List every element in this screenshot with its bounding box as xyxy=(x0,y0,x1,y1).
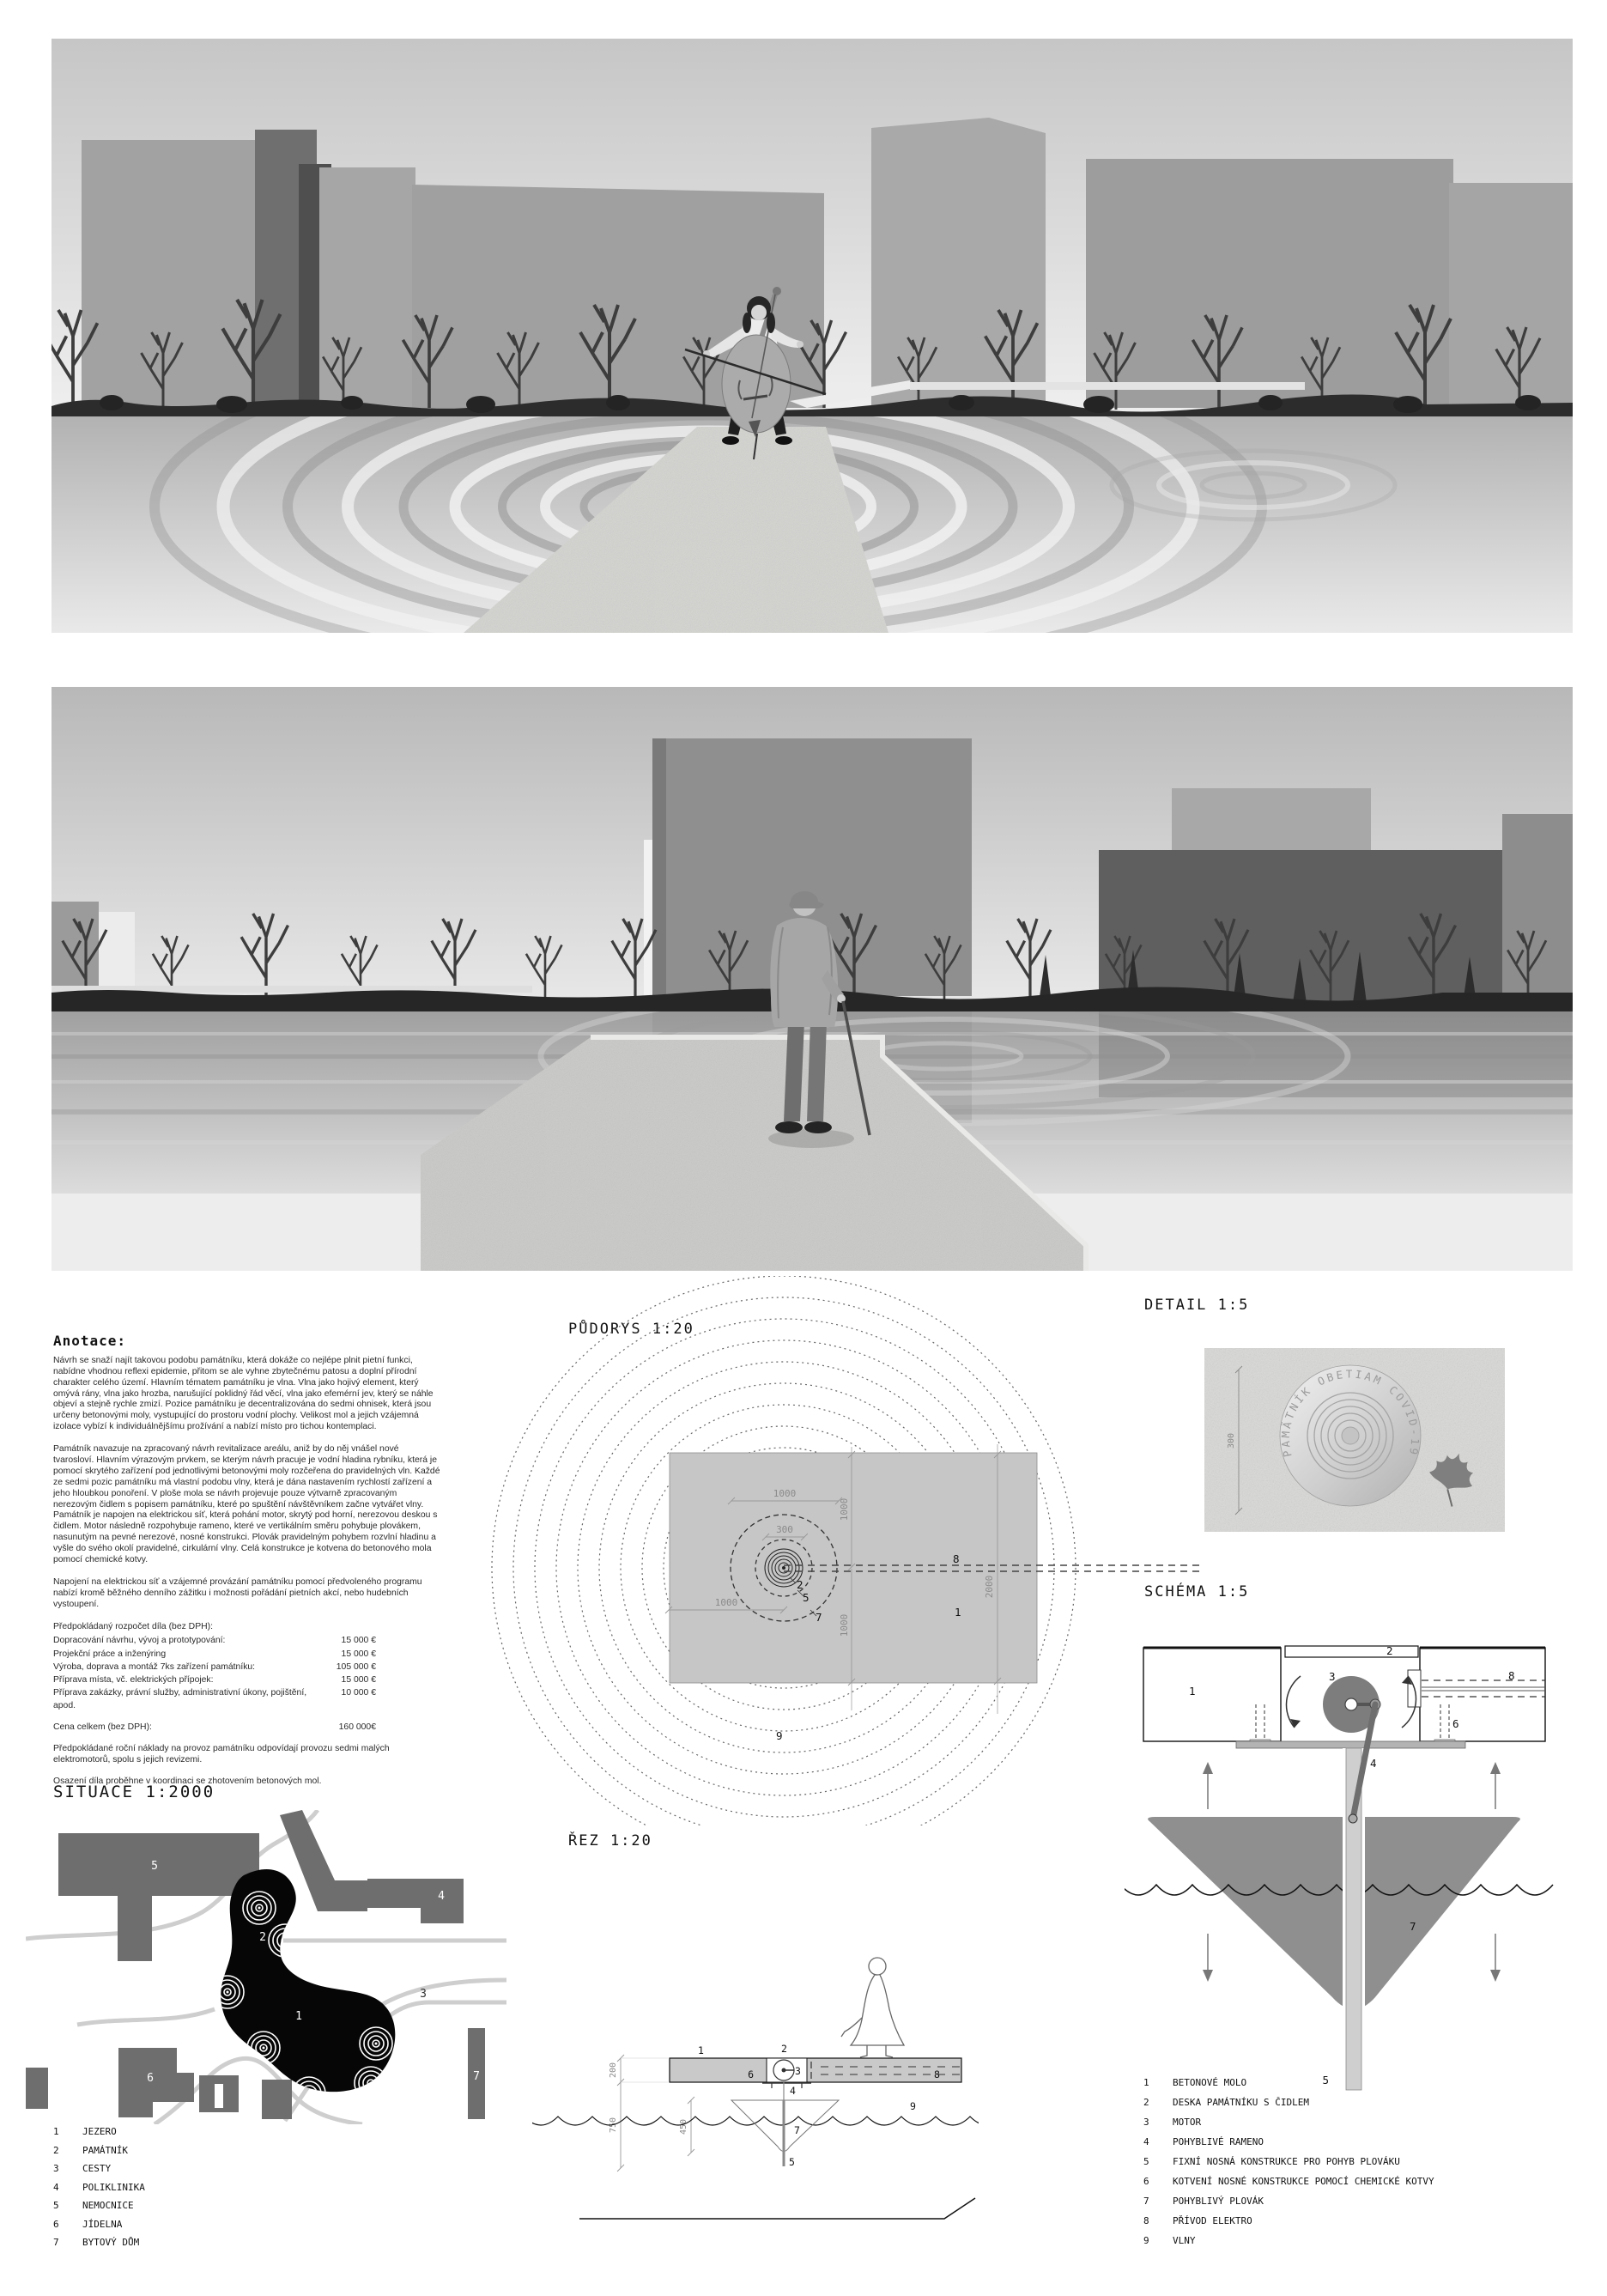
label-tyc: 5 xyxy=(1322,2074,1329,2086)
label-pamatnik: 2 xyxy=(259,1931,266,1944)
pier-plan xyxy=(670,1453,1037,1683)
plaque-arc-text: PAMÄTNÍK OBETIAM COVID-19 xyxy=(1278,1367,1422,1459)
dim-left: 1000 xyxy=(714,1597,738,1608)
legend-num: 2 xyxy=(53,2144,59,2156)
annotation-heading: Anotace: xyxy=(53,1333,127,1349)
legend-num: 9 xyxy=(1143,2235,1149,2246)
detail-dim-text: 300 xyxy=(1227,1432,1236,1449)
legend-label: JEZERO xyxy=(82,2126,117,2137)
situace-title: SITUACE 1:2000 xyxy=(53,1783,215,1801)
label-bytovy-dum: 7 xyxy=(473,2070,480,2083)
legend-row xyxy=(1143,2191,1434,2211)
budget-row xyxy=(53,1686,376,1712)
label-molo: 1 xyxy=(698,2044,704,2056)
plan-drawing xyxy=(481,1276,1210,1825)
budget-value: 15 000 € xyxy=(341,1674,376,1685)
legend-row xyxy=(1143,2132,1434,2152)
pier-left xyxy=(1143,1648,1281,1741)
face xyxy=(751,305,767,320)
legend-row xyxy=(1143,2171,1434,2191)
section-drawing xyxy=(532,1941,979,2284)
label-deska: 2 xyxy=(1386,1644,1393,1657)
budget-note: Předpokládané roční náklady na provoz památníku odpovídají provozu sedmi malých elektromotorů, spolu s jejich revizemi. xyxy=(53,1743,390,1765)
pier-right xyxy=(1420,1648,1545,1741)
budget-row xyxy=(53,1661,376,1673)
label-poliklinika: 4 xyxy=(438,1890,445,1903)
legend-row xyxy=(1143,2152,1434,2171)
dim-right-top: 1000 xyxy=(839,1497,850,1522)
legend-num: 6 xyxy=(53,2218,59,2230)
budget-total-row xyxy=(53,1721,376,1734)
steel-plaque xyxy=(1279,1365,1422,1506)
legend-label: PAMÁTNÍK xyxy=(82,2144,128,2156)
legend-row xyxy=(53,2178,145,2197)
budget-value: 15 000 € xyxy=(341,1636,376,1646)
legend-label: JÍDELNA xyxy=(82,2218,123,2230)
dim-750: 750 xyxy=(609,2117,618,2134)
legend-label: NEMOCNICE xyxy=(82,2200,134,2211)
label-kotva: 6 xyxy=(748,2068,754,2080)
visitor-outline xyxy=(841,1958,904,2057)
label-tyc: 5 xyxy=(789,2156,795,2168)
label-motor: 3 xyxy=(1329,1670,1336,1683)
situace-map xyxy=(26,1810,506,2124)
dim-depth: 2000 xyxy=(984,1575,995,1599)
label-plovak: 7 xyxy=(1410,1920,1416,1933)
budget-total-value: 160 000€ xyxy=(338,1722,376,1732)
legend-num: 1 xyxy=(53,2126,59,2137)
label-jidelna: 6 xyxy=(147,2072,154,2085)
label-nemocnice: 5 xyxy=(151,1860,158,1873)
support-base-plate xyxy=(1236,1741,1465,1748)
legend-label: VLNY xyxy=(1173,2235,1196,2246)
situace-legend xyxy=(53,2123,145,2252)
legend-label: CESTY xyxy=(82,2163,112,2174)
label-motor: 3 xyxy=(795,2065,801,2077)
budget-heading: Předpokládaný rozpočet díla (bez DPH): xyxy=(53,1621,213,1631)
legend-row xyxy=(53,2233,145,2252)
legend-num: 4 xyxy=(1143,2136,1149,2147)
budget-row xyxy=(53,1673,376,1686)
legend-num: 2 xyxy=(1143,2097,1149,2108)
budget-row xyxy=(53,1648,376,1661)
float xyxy=(1148,1817,1520,2009)
label-molo: 1 xyxy=(955,1606,961,1619)
budget-label: Dopracování návrhu, vývoj a prototypování: xyxy=(53,1636,226,1646)
label-jezero: 1 xyxy=(295,2010,302,2023)
legend-row xyxy=(1143,2112,1434,2132)
legend-label: KOTVENÍ NOSNÉ KONSTRUKCE POMOCÍ CHEMICKÉ KOTVY xyxy=(1173,2176,1434,2187)
legend-num: 8 xyxy=(1143,2215,1149,2226)
label-cesty: 3 xyxy=(420,1988,427,2001)
legend-row xyxy=(1143,2093,1434,2112)
budget-table xyxy=(53,1622,376,1734)
legend-row xyxy=(1143,2211,1434,2231)
legend-label: POLIKLINIKA xyxy=(82,2181,145,2193)
dim-450: 450 xyxy=(679,2118,688,2135)
label-rameno: 4 xyxy=(790,2085,796,2097)
annotation-paragraph: Památník navazuje na zpracovaný návrh revitalizace areálu, aniž by do něj vnášel nové tvarosloví. Hlavním výrazovým prvkem, se kterým návrh pracuje je vodní hladina rybníku, která je pomocí skrytého zařízení pod jednotlivými betonovými moly rozčeřena do pravidelných vln. Každé ze sedmi pozic památníku má vlastní podobu vlny, která je dána nastavením rychlostí zařízení a jeho hloubkou ponoření. V ploše mola se návrh projevuje pouze výtvarně zpracovaným nerezovým čidlem s popisem památníku, které po spuštění návštěvníkem začne vytvářet vlny. Památník je napojen na elektrickou síť, která pohání motor, skrytý pod horní, nerezovou deskou s čidlem. Motor následně rozpohybuje rameno, které ve vertikálním směru pohybuje plovákem, nasunutým na pevné nerezové, nosné konstrukci. Plovák pravidelným pohybem rozvlní hladinu a vyšle do svého okolí pravidelné, cirkulární vlny. Celá konstrukce je kotvena do betonového mola pomocí chemické kotvy. xyxy=(53,1444,440,1564)
annotation-paragraph: Návrh se snaží najít takovou podobu památníku, která dokáže co nejlépe plnit pietní funkci, nabídne vhodnou reflexi epidemie, přitom se ale vyhne zbytečnému patosu a doplní přírodní charakter celého území. Hlavním tématem památníku je vlna. Vlna jako hojivý element, který omývá rány, vlna jako hrozba, narušující poklidný řád věcí, vlna jako efemérní jev, který se náhle objeví a stejně rychle zmizí. Pozice památníku je decentralizována do sedmi ohnisek, která jsou určeny betonovými moly, vystupující do prostoru vodní plochy. Velikost mol a jejich vzájemná izolace vybízí k individuálnějšímu prožívání a nabízí místo pro tichou kontemplaci. xyxy=(53,1355,434,1432)
legend-row xyxy=(1143,2073,1434,2093)
legend-label: BETONOVÉ MOLO xyxy=(1173,2077,1247,2088)
legend-label: PŘÍVOD ELEKTRO xyxy=(1173,2215,1252,2226)
dim-top: 1000 xyxy=(773,1488,797,1499)
budget-label: Projekční práce a inženýring xyxy=(53,1649,167,1659)
label-elektro: 8 xyxy=(1508,1669,1515,1682)
legend-label: BYTOVÝ DŮM xyxy=(82,2237,140,2248)
legend-row xyxy=(53,2141,145,2160)
legend-num: 3 xyxy=(53,2163,59,2174)
rendering-visitor xyxy=(52,687,1573,1271)
label-rameno: 4 xyxy=(1370,1757,1377,1770)
annotation-block xyxy=(53,1333,441,1788)
legend-label: POHYBLIVÝ PLOVÁK xyxy=(1173,2196,1264,2207)
budget-label: Příprava místa, vč. elektrických přípojek: xyxy=(53,1674,214,1685)
legend-row xyxy=(53,2196,145,2215)
legend-row xyxy=(1143,2231,1434,2250)
legend-num: 7 xyxy=(53,2237,59,2248)
budget-label: Výroba, doprava a montáž 7ks zařízení památníku: xyxy=(53,1661,256,1672)
label-molo: 1 xyxy=(1189,1685,1196,1698)
legend-label: POHYBLIVÉ RAMENO xyxy=(1173,2136,1264,2147)
label-elektro: 8 xyxy=(934,2068,940,2080)
label-deska: 2 xyxy=(781,2043,787,2055)
legend-num: 5 xyxy=(1143,2156,1149,2167)
label-konstrukce: 5 xyxy=(803,1591,810,1604)
budget-total-label: Cena celkem (bez DPH): xyxy=(53,1722,152,1732)
budget-value: 105 000 € xyxy=(336,1661,376,1672)
legend-num: 6 xyxy=(1143,2176,1149,2187)
detail-photo xyxy=(1204,1348,1505,1532)
plan-title: PŮDORYS 1:20 xyxy=(568,1321,694,1338)
dim-200: 200 xyxy=(609,2062,618,2079)
legend-label: DESKA PAMÁTNÍKU S ČIDLEM xyxy=(1173,2097,1309,2108)
legend-num: 1 xyxy=(1143,2077,1149,2088)
legend-num: 7 xyxy=(1143,2196,1149,2207)
schema-title: SCHÉMA 1:5 xyxy=(1144,1583,1250,1601)
building-nemocnice xyxy=(58,1833,259,1896)
dim-plaque: 300 xyxy=(776,1524,793,1535)
section-title: ŘEZ 1:20 xyxy=(568,1832,652,1850)
budget-value: 15 000 € xyxy=(341,1649,376,1659)
annotation-paragraph: Napojení na elektrickou síť a vzájemné provázání památníku pomocí předvoleného programu nabízí kromě běžného denního zážitku i možnosti pořádání pietních akcí, nebo hudebních vystoupení. xyxy=(53,1576,422,1609)
building-jidelna xyxy=(118,2048,194,2117)
detail-title: DETAIL 1:5 xyxy=(1144,1297,1250,1314)
legend-num: 3 xyxy=(1143,2117,1149,2128)
far-walkway xyxy=(910,382,1305,390)
label-vlny: 9 xyxy=(776,1729,783,1742)
legend-row xyxy=(53,2159,145,2178)
label-elektro: 8 xyxy=(953,1552,960,1565)
legend-row xyxy=(53,2215,145,2234)
label-plovak: 7 xyxy=(816,1611,822,1624)
rendering-cellist xyxy=(52,39,1573,633)
label-kotva: 6 xyxy=(1452,1717,1459,1730)
budget-value: 10 000 € xyxy=(341,1687,376,1698)
label-vlny: 9 xyxy=(910,2100,916,2112)
budget-label: Příprava zakázky, právní služby, administrativní úkony, pojištění, apod. xyxy=(53,1687,307,1710)
schema-drawing xyxy=(1125,1631,1562,2095)
budget-note: Osazení díla proběhne v koordinaci se zhotovením betonových mol. xyxy=(53,1776,322,1786)
sensor-plate xyxy=(1285,1646,1418,1657)
legend-num: 5 xyxy=(53,2200,59,2211)
schema-legend xyxy=(1143,2073,1434,2250)
label-plovak: 7 xyxy=(794,2124,800,2136)
budget-row xyxy=(53,1634,376,1647)
dim-right-bottom: 1000 xyxy=(839,1613,850,1637)
legend-label: FIXNÍ NOSNÁ KONSTRUKCE PRO POHYB PLOVÁKU xyxy=(1173,2156,1400,2167)
legend-num: 4 xyxy=(53,2181,59,2193)
legend-row xyxy=(53,2123,145,2141)
ground-line xyxy=(579,2198,975,2219)
pier-section xyxy=(670,2058,961,2082)
label-deska: 2 xyxy=(797,1578,804,1591)
legend-label: MOTOR xyxy=(1173,2117,1202,2128)
